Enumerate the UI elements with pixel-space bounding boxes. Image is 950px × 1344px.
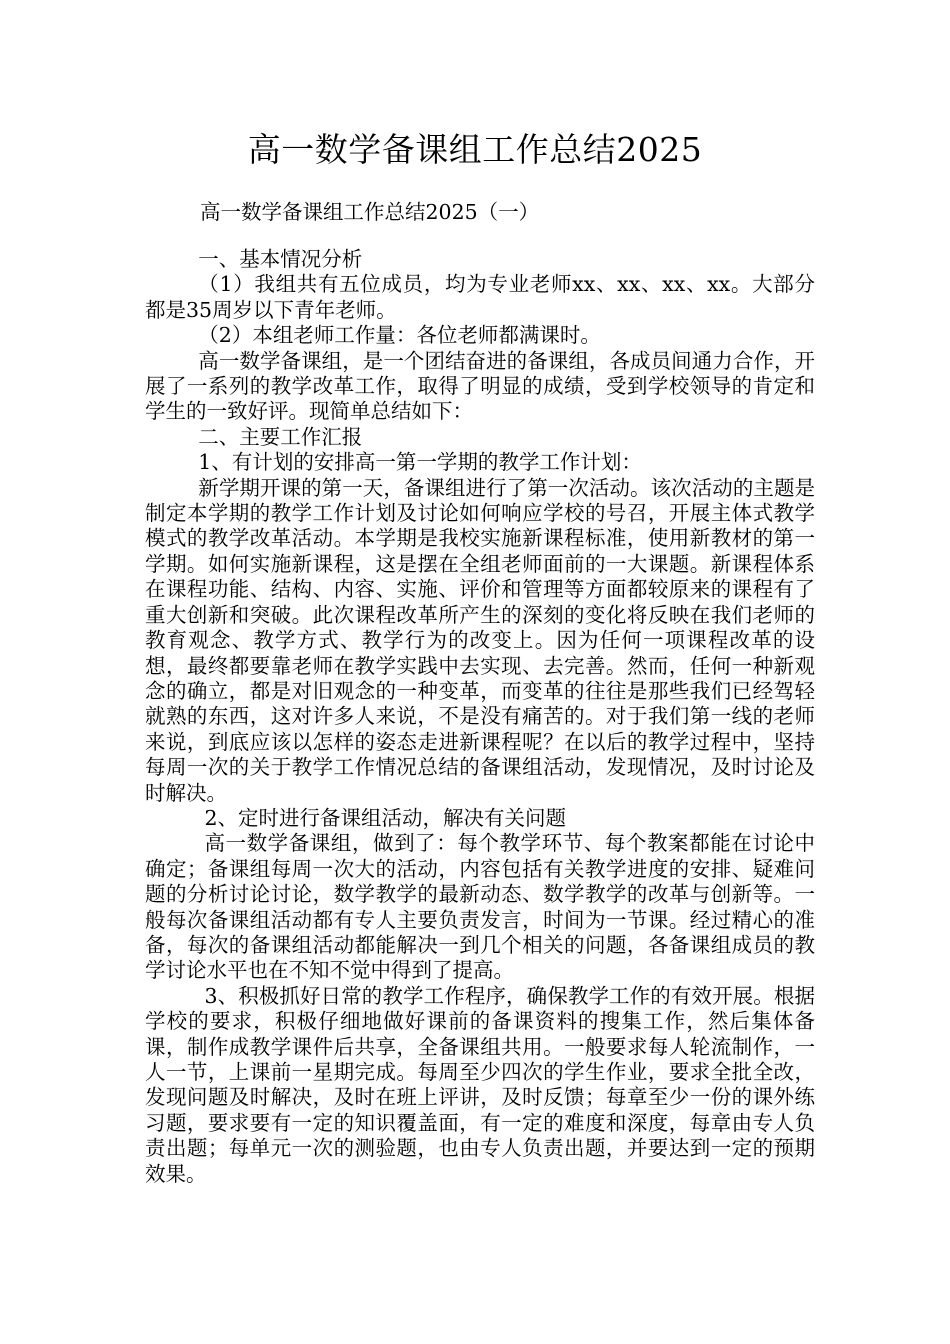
document-body — [145, 247, 815, 1187]
paragraph-group-intro: 高一数学备课组，是一个团结奋进的备课组，各成员间通力合作，开展了一系列的教学改革工作，取得了明显的成绩，受到学校领导的肯定和学生的一致好评。现简单总结如下： — [145, 348, 815, 424]
section-heading-main-work: 二、主要工作汇报 — [198, 424, 363, 449]
document-title: 高一数学备课组工作总结2025 — [247, 130, 703, 169]
document-subtitle: 高一数学备课组工作总结2025（一） — [200, 200, 540, 224]
paragraph-daily-work: 3、积极抓好日常的教学工作程序，确保教学工作的有效开展。根据学校的要求，积极仔细地做好课前的备课资料的搜集工作，然后集体备课，制作成教学课件后共享，全备课组共用。一般要求每人轮流制作，一人一节，上课前一星期完成。每周至少四次的学生作业，要求全批全改，发现问题及时解决，及时在班上评讲，及时反馈；每章至少一份的课外练习题，要求要有一定的知识覆盖面，有一定的难度和深度，每章由专人负责出题；每单元一次的测验题，也由专人负责出题，并要达到一定的预期效果。 — [145, 983, 815, 1186]
paragraph-workload: （2）本组老师工作量：各位老师都满课时。 — [198, 323, 601, 348]
paragraph-activities-detail: 高一数学备课组，做到了：每个教学环节、每个教案都能在讨论中确定；备课组每周一次大的活动，内容包括有关教学进度的安排、疑难问题的分析讨论讨论，数学教学的最新动态、数学教学的改革与创新等。一般每次备课组活动都有专人主要负责发言，时间为一节课。经过精心的准备，每次的备课组活动都能解决一到几个相关的问题，各备课组成员的教学讨论水平也在不知不觉中得到了提高。 — [145, 831, 815, 983]
subheading-activities: 2、定时进行备课组活动，解决有关问题 — [204, 805, 566, 830]
paragraph-members: （1）我组共有五位成员，均为专业老师xx、xx、xx、xx。大部分都是35周岁以下青年老师。 — [145, 272, 815, 322]
paragraph-plan-detail: 新学期开课的第一天，备课组进行了第一次活动。该次活动的主题是制定本学期的教学工作计划及讨论如何响应学校的号召，开展主体式教学模式的教学改革活动。本学期是我校实施新课程标准，使用新教材的第一学期。如何实施新课程，这是摆在全组老师面前的一大课题。新课程体系在课程功能、结构、内容、实施、评价和管理等方面都较原来的课程有了重大创新和突破。此次课程改革所产生的深刻的变化将反映在我们老师的教育观念、教学方式、教学行为的改变上。因为任何一项课程改革的设想，最终都要靠老师在教学实践中去实现、去完善。然而，任何一种新观念的确立，都是对旧观念的一种变革，而变革的往往是那些我们已经驾轻就熟的东西，这对许多人来说，不是没有痛苦的。对于我们第一线的老师来说，到底应该以怎样的姿态走进新课程呢？在以后的教学过程中，坚持每周一次的关于教学工作情况总结的备课组活动，发现情况，及时讨论及时解决。 — [145, 475, 815, 805]
section-heading-basic-situation: 一、基本情况分析 — [198, 247, 363, 271]
subheading-plan: 1、有计划的安排高一第一学期的教学工作计划： — [198, 450, 642, 475]
